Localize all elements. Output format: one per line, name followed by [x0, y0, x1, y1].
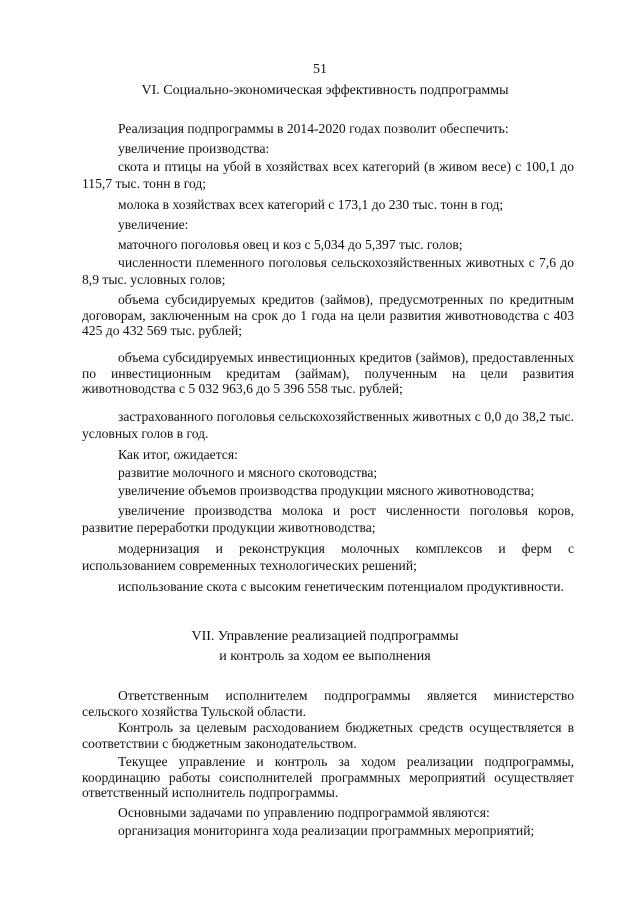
paragraph: Контроль за целевым расходованием бюджетных средств осуществляется в соответствии с бюджетным законодательством.	[82, 720, 574, 751]
paragraph: увеличение производства:	[118, 141, 270, 156]
paragraph: Основными задачами по управлению подпрограммой являются:	[118, 805, 490, 820]
paragraph: увеличение объемов производства продукции мясного животноводства;	[118, 483, 535, 498]
paragraph: Ответственным исполнителем подпрограммы является министерство сельского хозяйства Тульской области.	[82, 688, 574, 719]
paragraph: модернизация и реконструкция молочных комплексов и ферм с использованием современных технологических решений;	[82, 541, 574, 573]
paragraph: организация мониторинга хода реализации программных мероприятий;	[118, 823, 535, 838]
section-6-heading: VI. Социально-экономическая эффективность подпрограммы	[141, 83, 509, 98]
paragraph: использование скота с высоким генетическим потенциалом продуктивности.	[118, 579, 564, 594]
paragraph: увеличение:	[118, 217, 189, 232]
section-7-heading-line-1: VII. Управление реализацией подпрограммы	[191, 629, 459, 644]
paragraph: Текущее управление и контроль за ходом реализации подпрограммы, координацию работы соисполнителей программных мероприятий осуществляет ответственный исполнитель подпрограммы.	[82, 754, 574, 800]
paragraph: скота и птицы на убой в хозяйствах всех категорий (в живом весе) с 100,1 до 115,7 тыс. тонн в год;	[82, 159, 574, 191]
paragraph: застрахованного поголовья сельскохозяйственных животных с 0,0 до 38,2 тыс. условных голов в год.	[82, 409, 574, 441]
paragraph: численности племенного поголовья сельскохозяйственных животных с 7,6 до 8,9 тыс. условных голов;	[82, 255, 574, 287]
paragraph: объема субсидируемых инвестиционных кредитов (займов), предоставленных по инвестиционным кредитам (займам), полученным на цели развития животноводства с 5 032 963,6 до 5 396 558 тыс. рублей;	[82, 350, 574, 396]
paragraph: маточного поголовья овец и коз с 5,034 до 5,397 тыс. голов;	[118, 237, 463, 252]
paragraph: увеличение производства молока и рост численности поголовья коров, развитие переработки продукции животноводства;	[82, 503, 574, 535]
paragraph: объема субсидируемых кредитов (займов), предусмотренных по кредитным договорам, заключенным на срок до 1 года на цели развития животноводства с 403 425 до 432 569 тыс. рублей;	[82, 292, 574, 338]
paragraph: развитие молочного и мясного скотоводства;	[118, 465, 378, 480]
paragraph: Реализация подпрограммы в 2014-2020 годах позволит обеспечить:	[118, 121, 509, 136]
paragraph: Как итог, ожидается:	[118, 447, 238, 462]
page-number: 51	[313, 62, 327, 77]
section-7-heading-line-2: и контроль за ходом ее выполнения	[219, 649, 431, 664]
paragraph: молока в хозяйствах всех категорий с 173,1 до 230 тыс. тонн в год;	[118, 197, 504, 212]
